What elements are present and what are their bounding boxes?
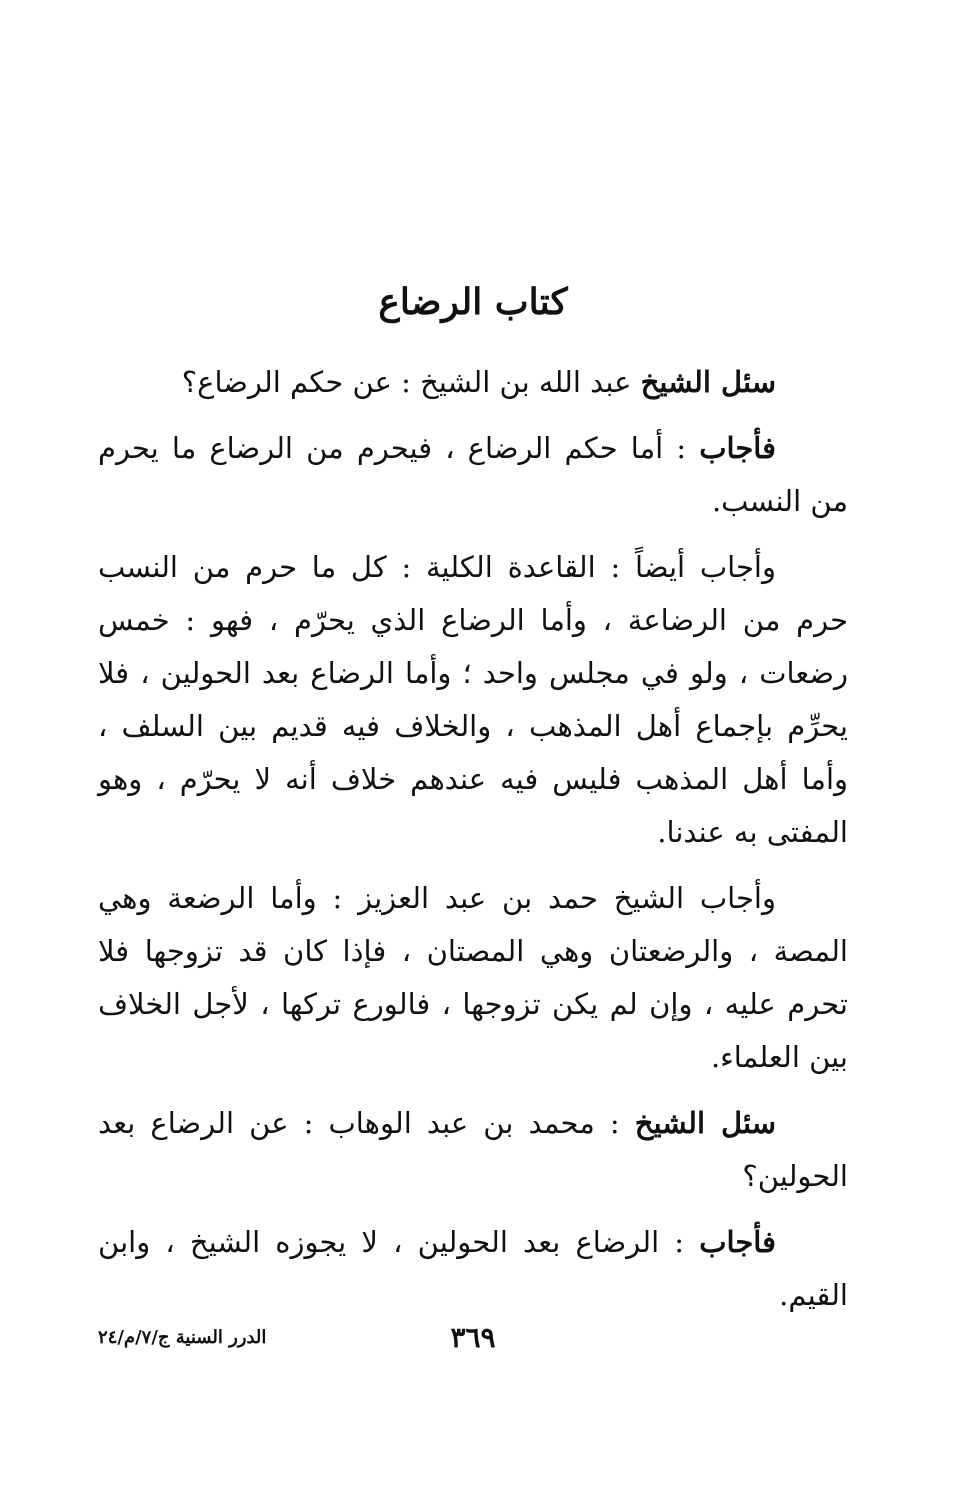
- paragraph-answer-3: [98, 872, 848, 1084]
- paragraph-answer-4: [98, 1216, 848, 1322]
- source-reference: الدرر السنية ج/٧/م/٢٤: [98, 1327, 267, 1348]
- paragraph-text: : أما حكم الرضاع ، فيحرم من الرضاع ما يحرم من النسب.: [98, 431, 848, 518]
- book-page: [98, 0, 848, 1490]
- page-number: ٣٦٩: [450, 1321, 496, 1354]
- page-body: [98, 356, 848, 1335]
- paragraph-answer-1: [98, 422, 848, 528]
- chapter-title: كتاب الرضاع: [378, 281, 568, 323]
- paragraph-lead: سئل الشيخ: [640, 365, 776, 399]
- page-footer: [98, 1318, 848, 1358]
- paragraph-text: عبد الله بن الشيخ : عن حكم الرضاع؟: [181, 365, 641, 399]
- paragraph-text: وأجاب الشيخ حمد بن عبد العزيز : وأما الرضعة وهي المصة ، والرضعتان وهي المصتان ، فإذا كان قد تزوجها فلا تحرم عليه ، وإن لم يكن تزوجها ، فالورع تركها ، لأجل الخلاف بين العلماء.: [98, 881, 848, 1074]
- paragraph-text: : الرضاع بعد الحولين ، لا يجوزه الشيخ ، وابن القيم.: [98, 1225, 848, 1312]
- paragraph-lead: فأجاب: [699, 431, 776, 465]
- paragraph-answer-2: [98, 541, 848, 859]
- paragraph-question-1: [98, 356, 848, 409]
- paragraph-lead: سئل الشيخ: [634, 1106, 777, 1140]
- paragraph-lead: فأجاب: [699, 1225, 776, 1259]
- paragraph-text: : محمد بن عبد الوهاب : عن الرضاع بعد الحولين؟: [98, 1106, 848, 1193]
- paragraph-question-2: [98, 1097, 848, 1203]
- paragraph-text: وأجاب أيضاً : القاعدة الكلية : كل ما حرم من النسب حرم من الرضاعة ، وأما الرضاع الذي يحرّم ، فهو : خمس رضعات ، ولو في مجلس واحد ؛ وأما الرضاع بعد الحولين ، فلا يحرِّم بإجماع أهل المذهب ، والخلاف فيه قديم بين السلف ، وأما أهل المذهب فليس فيه عندهم خلاف أنه لا يحرّم ، وهو المفتى به عندنا.: [98, 550, 848, 849]
